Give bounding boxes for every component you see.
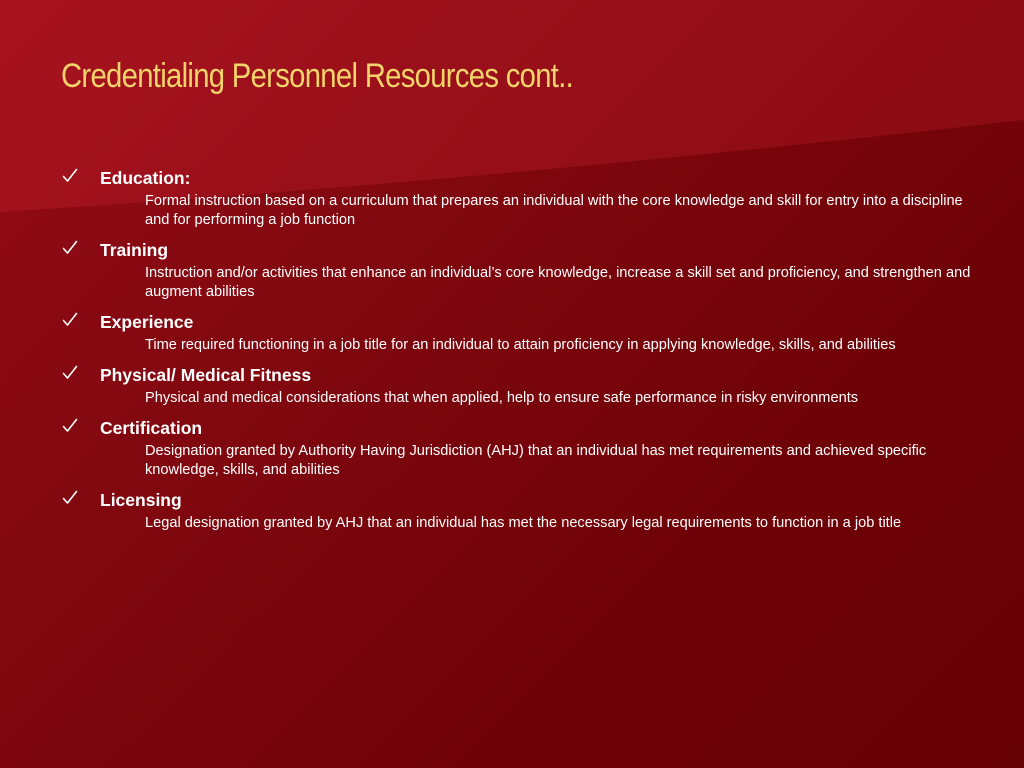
- item-term: Training: [100, 240, 169, 260]
- item-term: Licensing: [100, 490, 182, 510]
- item-description: Time required functioning in a job title for an individual to attain proficiency in applying knowledge, skills, and abilities: [145, 337, 896, 353]
- item-description: Legal designation granted by AHJ that an individual has met the necessary legal requirements to function in a job title: [145, 515, 902, 531]
- item-term: Physical/ Medical Fitness: [100, 365, 312, 385]
- checkmark-icon: [62, 364, 78, 382]
- item-description: Physical and medical considerations that when applied, help to ensure safe performance in risky environments: [145, 390, 859, 406]
- item-description: Designation granted by Authority Having Jurisdiction (AHJ) that an individual has met requirements and achieved specific knowledge, skills, and abilities: [145, 443, 927, 478]
- checkmark-icon: [62, 311, 78, 329]
- slide-title: Credentialing Personnel Resources cont..: [61, 57, 574, 95]
- list-item: [62, 238, 982, 302]
- list-item: [62, 488, 982, 533]
- checkmark-icon: [62, 239, 78, 257]
- list-item: [62, 416, 982, 480]
- item-description: Instruction and/or activities that enhance an individual’s core knowledge, increase a skill set and proficiency, and strengthen and augment abilities: [145, 265, 971, 300]
- checkmark-icon: [62, 489, 78, 507]
- list-item: [62, 166, 982, 230]
- item-description: Formal instruction based on a curriculum that prepares an individual with the core knowledge and skill for entry into a discipline and for performing a job function: [145, 193, 963, 228]
- checkmark-icon: [62, 417, 78, 435]
- list-item: [62, 363, 982, 408]
- item-term: Education:: [100, 168, 191, 188]
- checkmark-icon: [62, 167, 78, 185]
- list-item: [62, 310, 982, 355]
- item-term: Certification: [100, 418, 203, 438]
- bullet-list: [62, 166, 982, 541]
- item-term: Experience: [100, 312, 194, 332]
